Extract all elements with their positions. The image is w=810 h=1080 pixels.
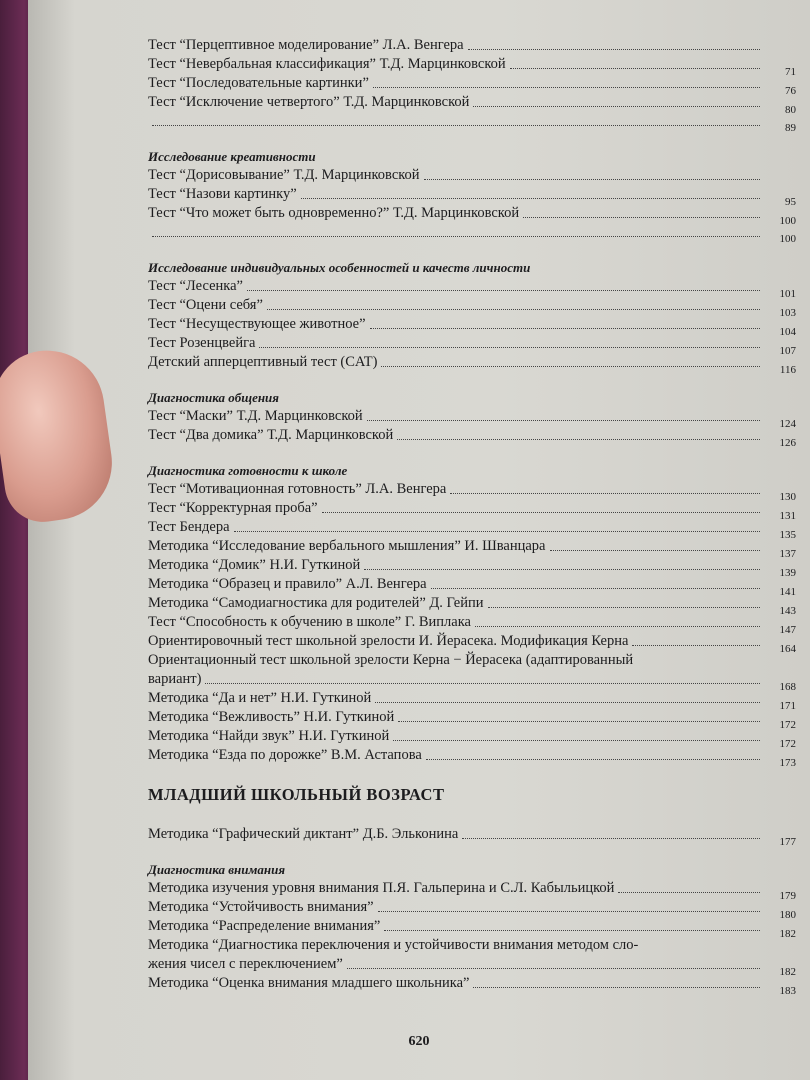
toc-entry — [148, 537, 796, 560]
toc-entry-label: Тест “Маски” Т.Д. Марцинковской — [148, 408, 363, 424]
toc-entry-label: Тест Бендера — [148, 519, 230, 535]
toc-entry-page: 104 — [779, 326, 796, 338]
toc-entry — [148, 74, 796, 97]
dot-leader — [473, 987, 760, 988]
toc-section — [148, 258, 796, 376]
toc-entry-page: 101 — [779, 288, 796, 300]
toc-entry-page: 180 — [779, 909, 796, 921]
section-title: Исследование индивидуальных особенностей и качеств личности — [148, 260, 531, 275]
toc-entry — [148, 426, 796, 449]
toc-entry-page: 177 — [779, 836, 796, 848]
toc-entry-page: 143 — [779, 605, 796, 617]
dot-leader — [373, 87, 760, 88]
dot-leader — [234, 531, 760, 532]
toc-entry-label: Методика “Образец и правило” А.Л. Венгера — [148, 576, 427, 592]
toc-entry — [148, 689, 796, 712]
toc-entry — [148, 708, 796, 731]
toc-entry-page: 179 — [779, 890, 796, 902]
toc-entry — [148, 223, 796, 245]
toc-entry — [148, 936, 796, 955]
dot-leader — [618, 892, 760, 893]
toc-entry-page: 139 — [779, 567, 796, 579]
toc-entry-label: Ориентировочный тест школьной зрелости И. Йерасека. Модификация Керна — [148, 633, 629, 649]
dot-leader — [152, 236, 760, 237]
toc-entry-page: 164 — [779, 643, 796, 655]
toc-entry-label: Методика “Устойчивость внимания” — [148, 899, 374, 915]
toc-entry — [148, 898, 796, 921]
table-of-contents — [148, 36, 796, 1009]
toc-section — [148, 461, 796, 769]
dot-leader — [384, 930, 760, 931]
toc-entry-page: 80 — [785, 104, 796, 116]
toc-entry — [148, 632, 796, 655]
toc-entry-page: 171 — [779, 700, 796, 712]
toc-entry-page: 141 — [779, 586, 796, 598]
toc-entry-label: Методика “Самодиагностика для родителей” Д. Гейпи — [148, 595, 484, 611]
dot-leader — [398, 721, 760, 722]
toc-entry-page: 100 — [779, 233, 796, 245]
toc-entry — [148, 825, 796, 848]
toc-entry-label: Тест “Дорисовывание” Т.Д. Марцинковской — [148, 167, 420, 183]
dot-leader — [267, 309, 760, 310]
toc-entry-label: Методика “Найди звук” Н.И. Гуткиной — [148, 728, 390, 744]
toc-entry-page: 71 — [785, 66, 796, 78]
toc-entry-page: 168 — [779, 681, 796, 693]
toc-entry — [148, 575, 796, 598]
dot-leader — [259, 347, 760, 348]
dot-leader — [475, 626, 760, 627]
toc-entry-label: Тест “Перцептивное моделирование” Л.А. Венгера — [148, 37, 464, 53]
toc-entry-page: 131 — [779, 510, 796, 522]
toc-entry — [148, 670, 796, 693]
toc-entry — [148, 556, 796, 579]
toc-entry-page: 182 — [779, 928, 796, 940]
dot-leader — [632, 645, 760, 646]
dot-leader — [347, 968, 760, 969]
toc-entry-page: 183 — [779, 985, 796, 997]
toc-entry — [148, 651, 796, 670]
toc-entry-label: Методика “Да и нет” Н.И. Гуткиной — [148, 690, 372, 706]
reader-thumb — [0, 343, 119, 527]
toc-entry-label: Тест “Мотивационная готовность” Л.А. Венгера — [148, 481, 447, 497]
toc-entry — [148, 917, 796, 940]
dot-leader — [301, 198, 760, 199]
toc-entry-label: Методика изучения уровня внимания П.Я. Гальперина и С.Л. Кабыльицкой — [148, 880, 615, 896]
toc-entry-page: 116 — [779, 364, 796, 376]
dot-leader — [370, 328, 760, 329]
toc-entry-label: Тест “Невербальная классификация” Т.Д. Марцинковской — [148, 56, 506, 72]
toc-entry-page: 130 — [779, 491, 796, 503]
toc-entry-page: 107 — [779, 345, 796, 357]
toc-entry-page: 137 — [779, 548, 796, 560]
toc-entry — [148, 112, 796, 134]
dot-leader — [205, 683, 760, 684]
toc-entry-label: Тест “Лесенка” — [148, 278, 243, 294]
dot-leader — [510, 68, 760, 69]
dot-leader — [426, 759, 760, 760]
dot-leader — [462, 838, 760, 839]
dot-leader — [247, 290, 760, 291]
dot-leader — [431, 588, 760, 589]
dot-leader — [550, 550, 761, 551]
toc-entry-page: 124 — [779, 418, 796, 430]
toc-entry-page: 147 — [779, 624, 796, 636]
toc-entry-label: Методика “Вежливость” Н.И. Гуткиной — [148, 709, 395, 725]
dot-leader — [152, 125, 760, 126]
section-title: Исследование креативности — [148, 149, 316, 164]
toc-entry-page: 95 — [785, 196, 796, 208]
toc-entry — [148, 879, 796, 902]
toc-entry — [148, 727, 796, 750]
dot-leader — [375, 702, 760, 703]
toc-entry — [148, 974, 796, 997]
dot-leader — [523, 217, 760, 218]
toc-entry — [148, 315, 796, 338]
book-page — [28, 0, 810, 1080]
toc-entry-label: Методика “Распределение внимания” — [148, 918, 381, 934]
dot-leader — [450, 493, 760, 494]
toc-entry-page: 89 — [785, 122, 796, 134]
dot-leader — [322, 512, 760, 513]
toc-entry — [148, 407, 796, 430]
toc-entry-label: жения чисел с переключением” — [148, 956, 343, 972]
toc-entry — [148, 746, 796, 769]
section-title: Диагностика внимания — [148, 862, 286, 877]
toc-entry-label: Детский апперцептивный тест (CAT) — [148, 354, 378, 370]
toc-entry — [148, 277, 796, 300]
toc-entry-label: Методика “Езда по дорожке” В.М. Астапова — [148, 747, 422, 763]
dot-leader — [397, 439, 760, 440]
toc-entry — [148, 480, 796, 503]
toc-entry-label: Ориентационный тест школьной зрелости Керна − Йерасека (адаптированный — [148, 652, 634, 668]
dot-leader — [378, 911, 760, 912]
toc-entry-page: 126 — [779, 437, 796, 449]
toc-section — [148, 860, 796, 997]
dot-leader — [424, 179, 760, 180]
toc-entry-label: Тест “Оцени себя” — [148, 297, 263, 313]
toc-entry — [148, 93, 796, 116]
section-title: Диагностика общения — [148, 390, 279, 405]
toc-entry-label: Тест “Исключение четвертого” Т.Д. Марцинковской — [148, 94, 470, 110]
toc-entry-label: Тест “Последовательные картинки” — [148, 75, 369, 91]
toc-entry — [148, 334, 796, 357]
toc-entry-label: Методика “Домик” Н.И. Гуткиной — [148, 557, 361, 573]
toc-entry-page: 76 — [785, 85, 796, 97]
toc-entry-label: Тест “Несуществующее животное” — [148, 316, 366, 332]
toc-entry — [148, 55, 796, 78]
dot-leader — [473, 106, 760, 107]
dot-leader — [393, 740, 760, 741]
toc-entry-label: Тест “Корректурная проба” — [148, 500, 318, 516]
toc-entry-label: Методика “Исследование вербального мышления” И. Шванцара — [148, 538, 546, 554]
dot-leader — [367, 420, 760, 421]
toc-entry-page: 135 — [779, 529, 796, 541]
dot-leader — [364, 569, 760, 570]
dot-leader — [381, 366, 760, 367]
toc-section — [148, 388, 796, 449]
toc-entry — [148, 955, 796, 978]
page-number: 620 — [408, 1034, 430, 1049]
toc-entry — [148, 594, 796, 617]
toc-entry-label: Тест “Назови картинку” — [148, 186, 297, 202]
toc-entry — [148, 296, 796, 319]
toc-entry-label: Тест Розенцвейга — [148, 335, 256, 351]
section-title: Диагностика готовности к школе — [148, 463, 348, 478]
toc-entry-page: 182 — [779, 966, 796, 978]
toc-entry-label: Методика “Оценка внимания младшего школьника” — [148, 975, 470, 991]
toc-section — [148, 36, 796, 134]
toc-entry — [148, 36, 796, 55]
toc-section — [148, 147, 796, 245]
toc-entry-page: 100 — [779, 215, 796, 227]
part-title: МЛАДШИЙ ШКОЛЬНЫЙ ВОЗРАСТ — [148, 785, 445, 804]
toc-entry-page: 103 — [779, 307, 796, 319]
toc-entry — [148, 353, 796, 376]
toc-entry — [148, 613, 796, 636]
dot-leader — [468, 49, 760, 50]
toc-entry — [148, 185, 796, 208]
toc-entry-label: вариант) — [148, 671, 202, 687]
toc-entry — [148, 518, 796, 541]
toc-entry — [148, 499, 796, 522]
toc-entry-label: Методика “Диагностика переключения и устойчивости внимания методом сло- — [148, 937, 639, 953]
toc-entry — [148, 204, 796, 227]
toc-entry-page: 172 — [779, 738, 796, 750]
toc-entry — [148, 166, 796, 185]
toc-entry-page: 173 — [779, 757, 796, 769]
toc-entry-label: Тест “Два домика” Т.Д. Марцинковской — [148, 427, 394, 443]
toc-entry-page: 172 — [779, 719, 796, 731]
toc-entry-label: Методика “Графический диктант” Д.Б. Эльконина — [148, 826, 459, 842]
toc-entry-label: Тест “Что может быть одновременно?” Т.Д. Марцинковской — [148, 205, 520, 221]
dot-leader — [488, 607, 760, 608]
toc-section — [148, 825, 796, 848]
toc-entry-label: Тест “Способность к обучению в школе” Г. Виплака — [148, 614, 471, 630]
